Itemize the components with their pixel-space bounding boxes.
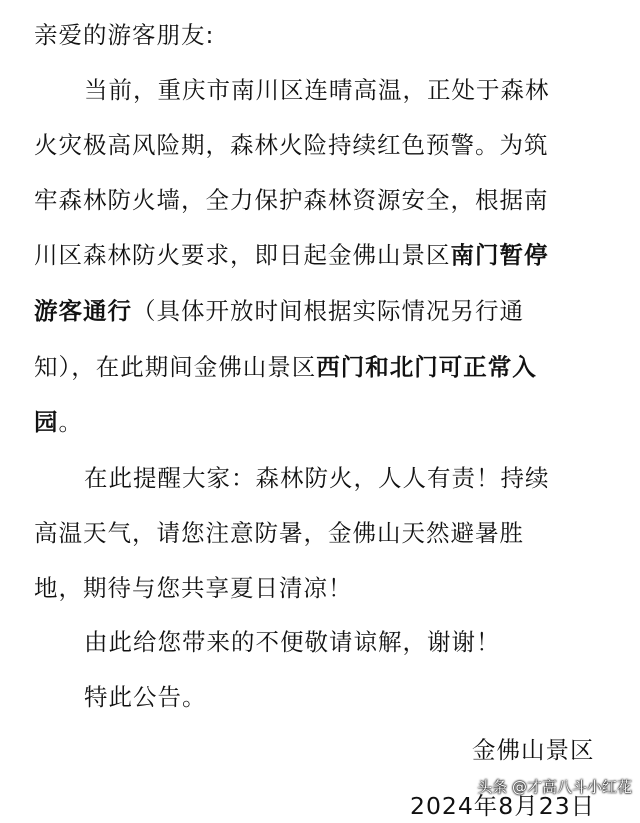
text-bold-park: 园 <box>34 408 59 436</box>
paragraph-1-line-6 <box>34 350 537 384</box>
paragraph-1-line-5 <box>34 294 524 328</box>
paragraph-4: 特此公告。 <box>84 683 207 711</box>
paragraph-1-line-3: 牢森林防火墙，全力保护森林资源安全，根据南 <box>34 186 549 214</box>
paragraph-1-line-2: 火灾极高风险期，森林火险持续红色预警。为筑 <box>34 131 549 159</box>
paragraph-1-line-1: 当前，重庆市南川区连晴高温，正处于森林 <box>84 76 550 104</box>
watermark: 头条 @才高八斗小红花 <box>477 778 632 796</box>
text-normal: 。 <box>58 408 83 436</box>
paragraph-2-line-3: 地，期待与您共享夏日清凉！ <box>34 574 353 602</box>
greeting: 亲爱的游客朋友: <box>34 21 215 49</box>
paragraph-2-line-1: 在此提醒大家：森林防火，人人有责！持续 <box>84 464 550 492</box>
text-normal: 知），在此期间金佛山景区 <box>34 353 317 381</box>
paragraph-1-line-7 <box>34 405 83 439</box>
date: 2024年8月23日 <box>410 792 596 820</box>
paragraph-3: 由此给您带来的不便敬请谅解，谢谢！ <box>84 628 501 656</box>
text-bold-west-north-gate: 西门和北门可正常入 <box>316 353 537 381</box>
text-normal: （具体开放时间根据实际情况另行通 <box>132 297 524 325</box>
signature: 金佛山景区 <box>472 736 595 764</box>
paragraph-1-line-4 <box>34 238 549 272</box>
text-normal: 川区森林防火要求，即日起金佛山景区 <box>34 241 451 269</box>
text-bold-south-gate: 南门暂停 <box>450 241 549 269</box>
paragraph-2-line-2: 高温天气，请您注意防暑，金佛山天然避暑胜 <box>34 519 524 547</box>
text-bold-visitor-passage: 游客通行 <box>34 297 132 325</box>
